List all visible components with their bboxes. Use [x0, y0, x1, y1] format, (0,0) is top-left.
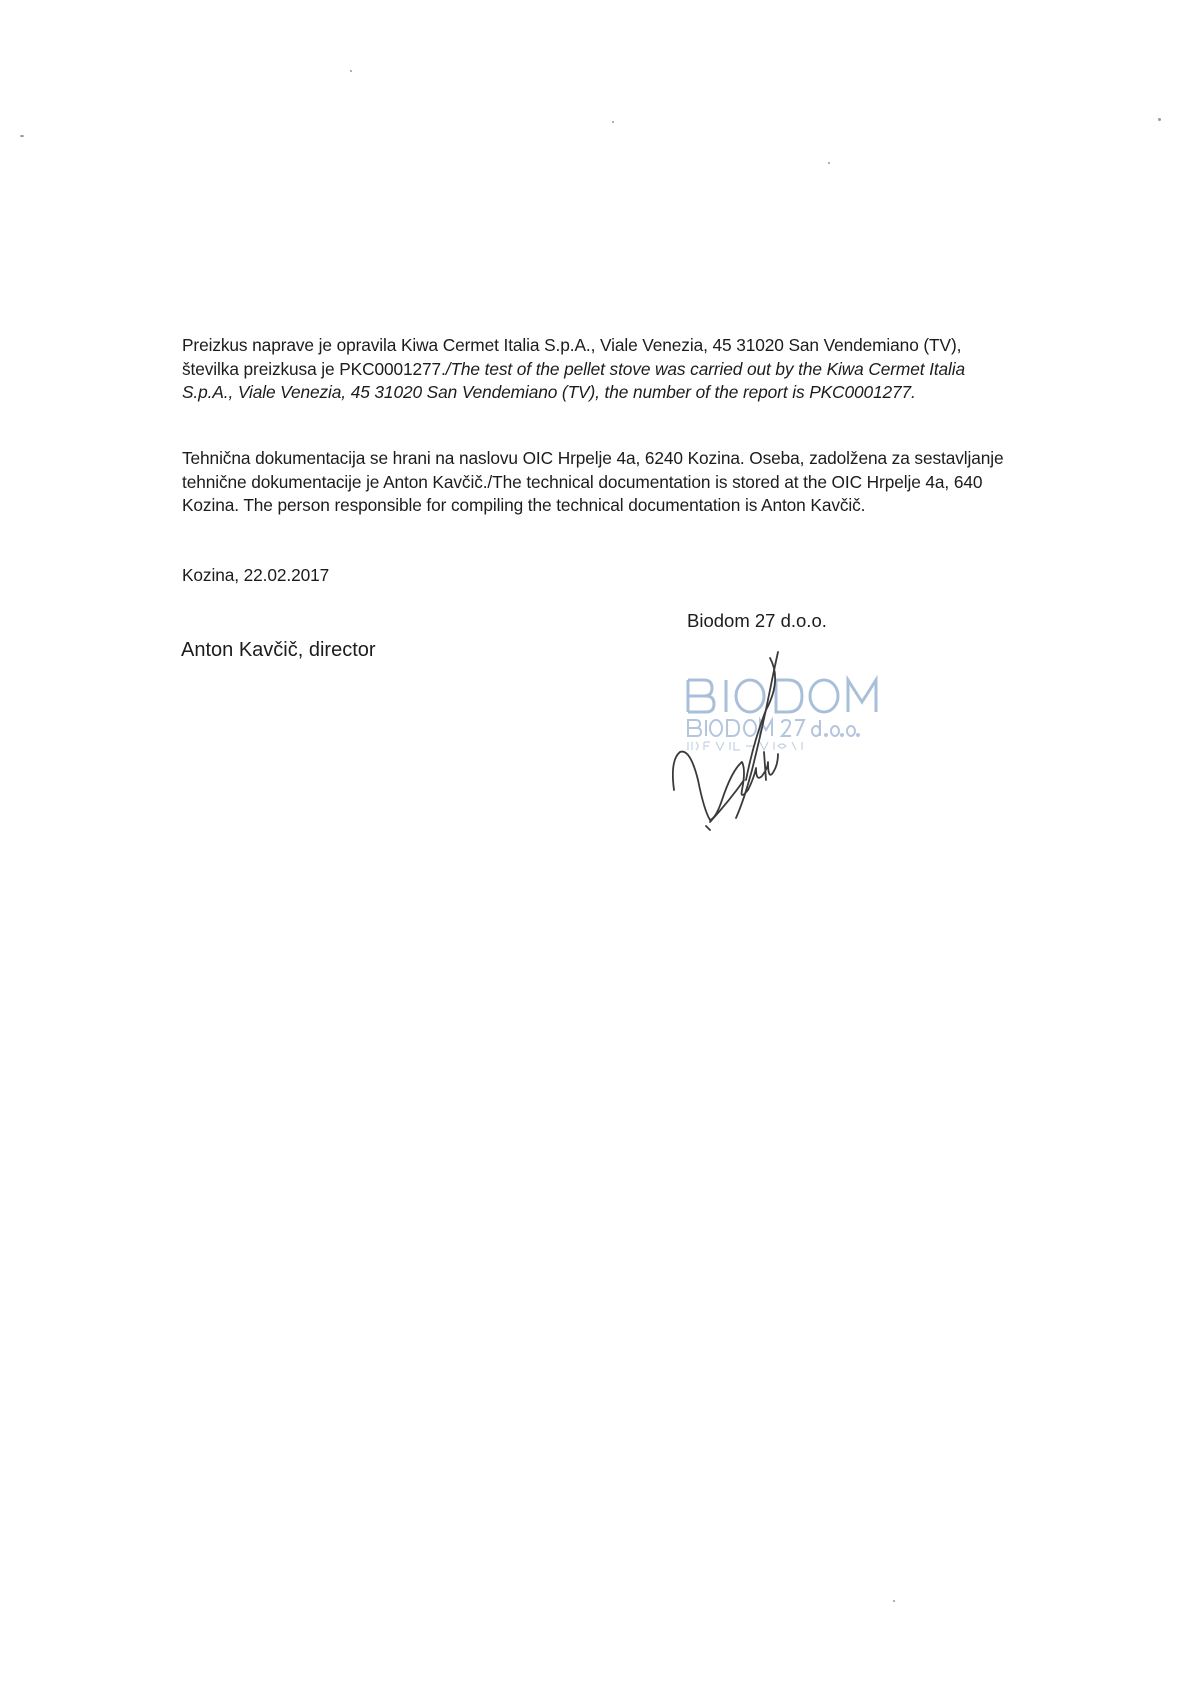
test-report-paragraph	[182, 334, 1017, 405]
company-name: Biodom 27 d.o.o.	[687, 610, 827, 631]
scan-speck	[612, 121, 614, 123]
scan-speck	[350, 70, 352, 72]
place-and-date: Kozina, 22.02.2017	[182, 565, 330, 585]
signer-name: Anton Kavčič, director	[181, 639, 376, 661]
stamp-address-icon	[688, 742, 802, 750]
stamp-name-icon	[688, 720, 859, 736]
stamp-icon	[688, 680, 876, 712]
company-stamp	[670, 650, 920, 900]
scan-speck	[20, 135, 24, 137]
scan-speck	[893, 1600, 895, 1602]
scan-speck	[1158, 118, 1161, 121]
test-report-english: /The test of the pellet stove was carried out by the Kiwa Cermet Italia S.p.A., Viale Venezia, 45 31020 San Vendemiano (TV), the number of the report is PKC0001277.	[182, 358, 966, 403]
technical-documentation-paragraph: Tehnična dokumentacija se hrani na naslovu OIC Hrpelje 4a, 6240 Kozina. Oseba, zadolžena za sestavljanje tehnične dokumentacije je Anton Kavčič./The technical documentation is stored at the OIC Hrpelje 4a, 640 Kozina. The person responsible for compiling the technical documentation is Anton Kavčič.	[182, 448, 1004, 516]
scan-speck	[828, 162, 830, 164]
stamp-and-signature-graphic	[670, 650, 920, 900]
test-report-slovene: Preizkus naprave je opravila Kiwa Cermet Italia S.p.A., Viale Venezia, 45 31020 San Vendemiano (TV), številka preizkusa je PKC0001277.	[182, 335, 962, 379]
